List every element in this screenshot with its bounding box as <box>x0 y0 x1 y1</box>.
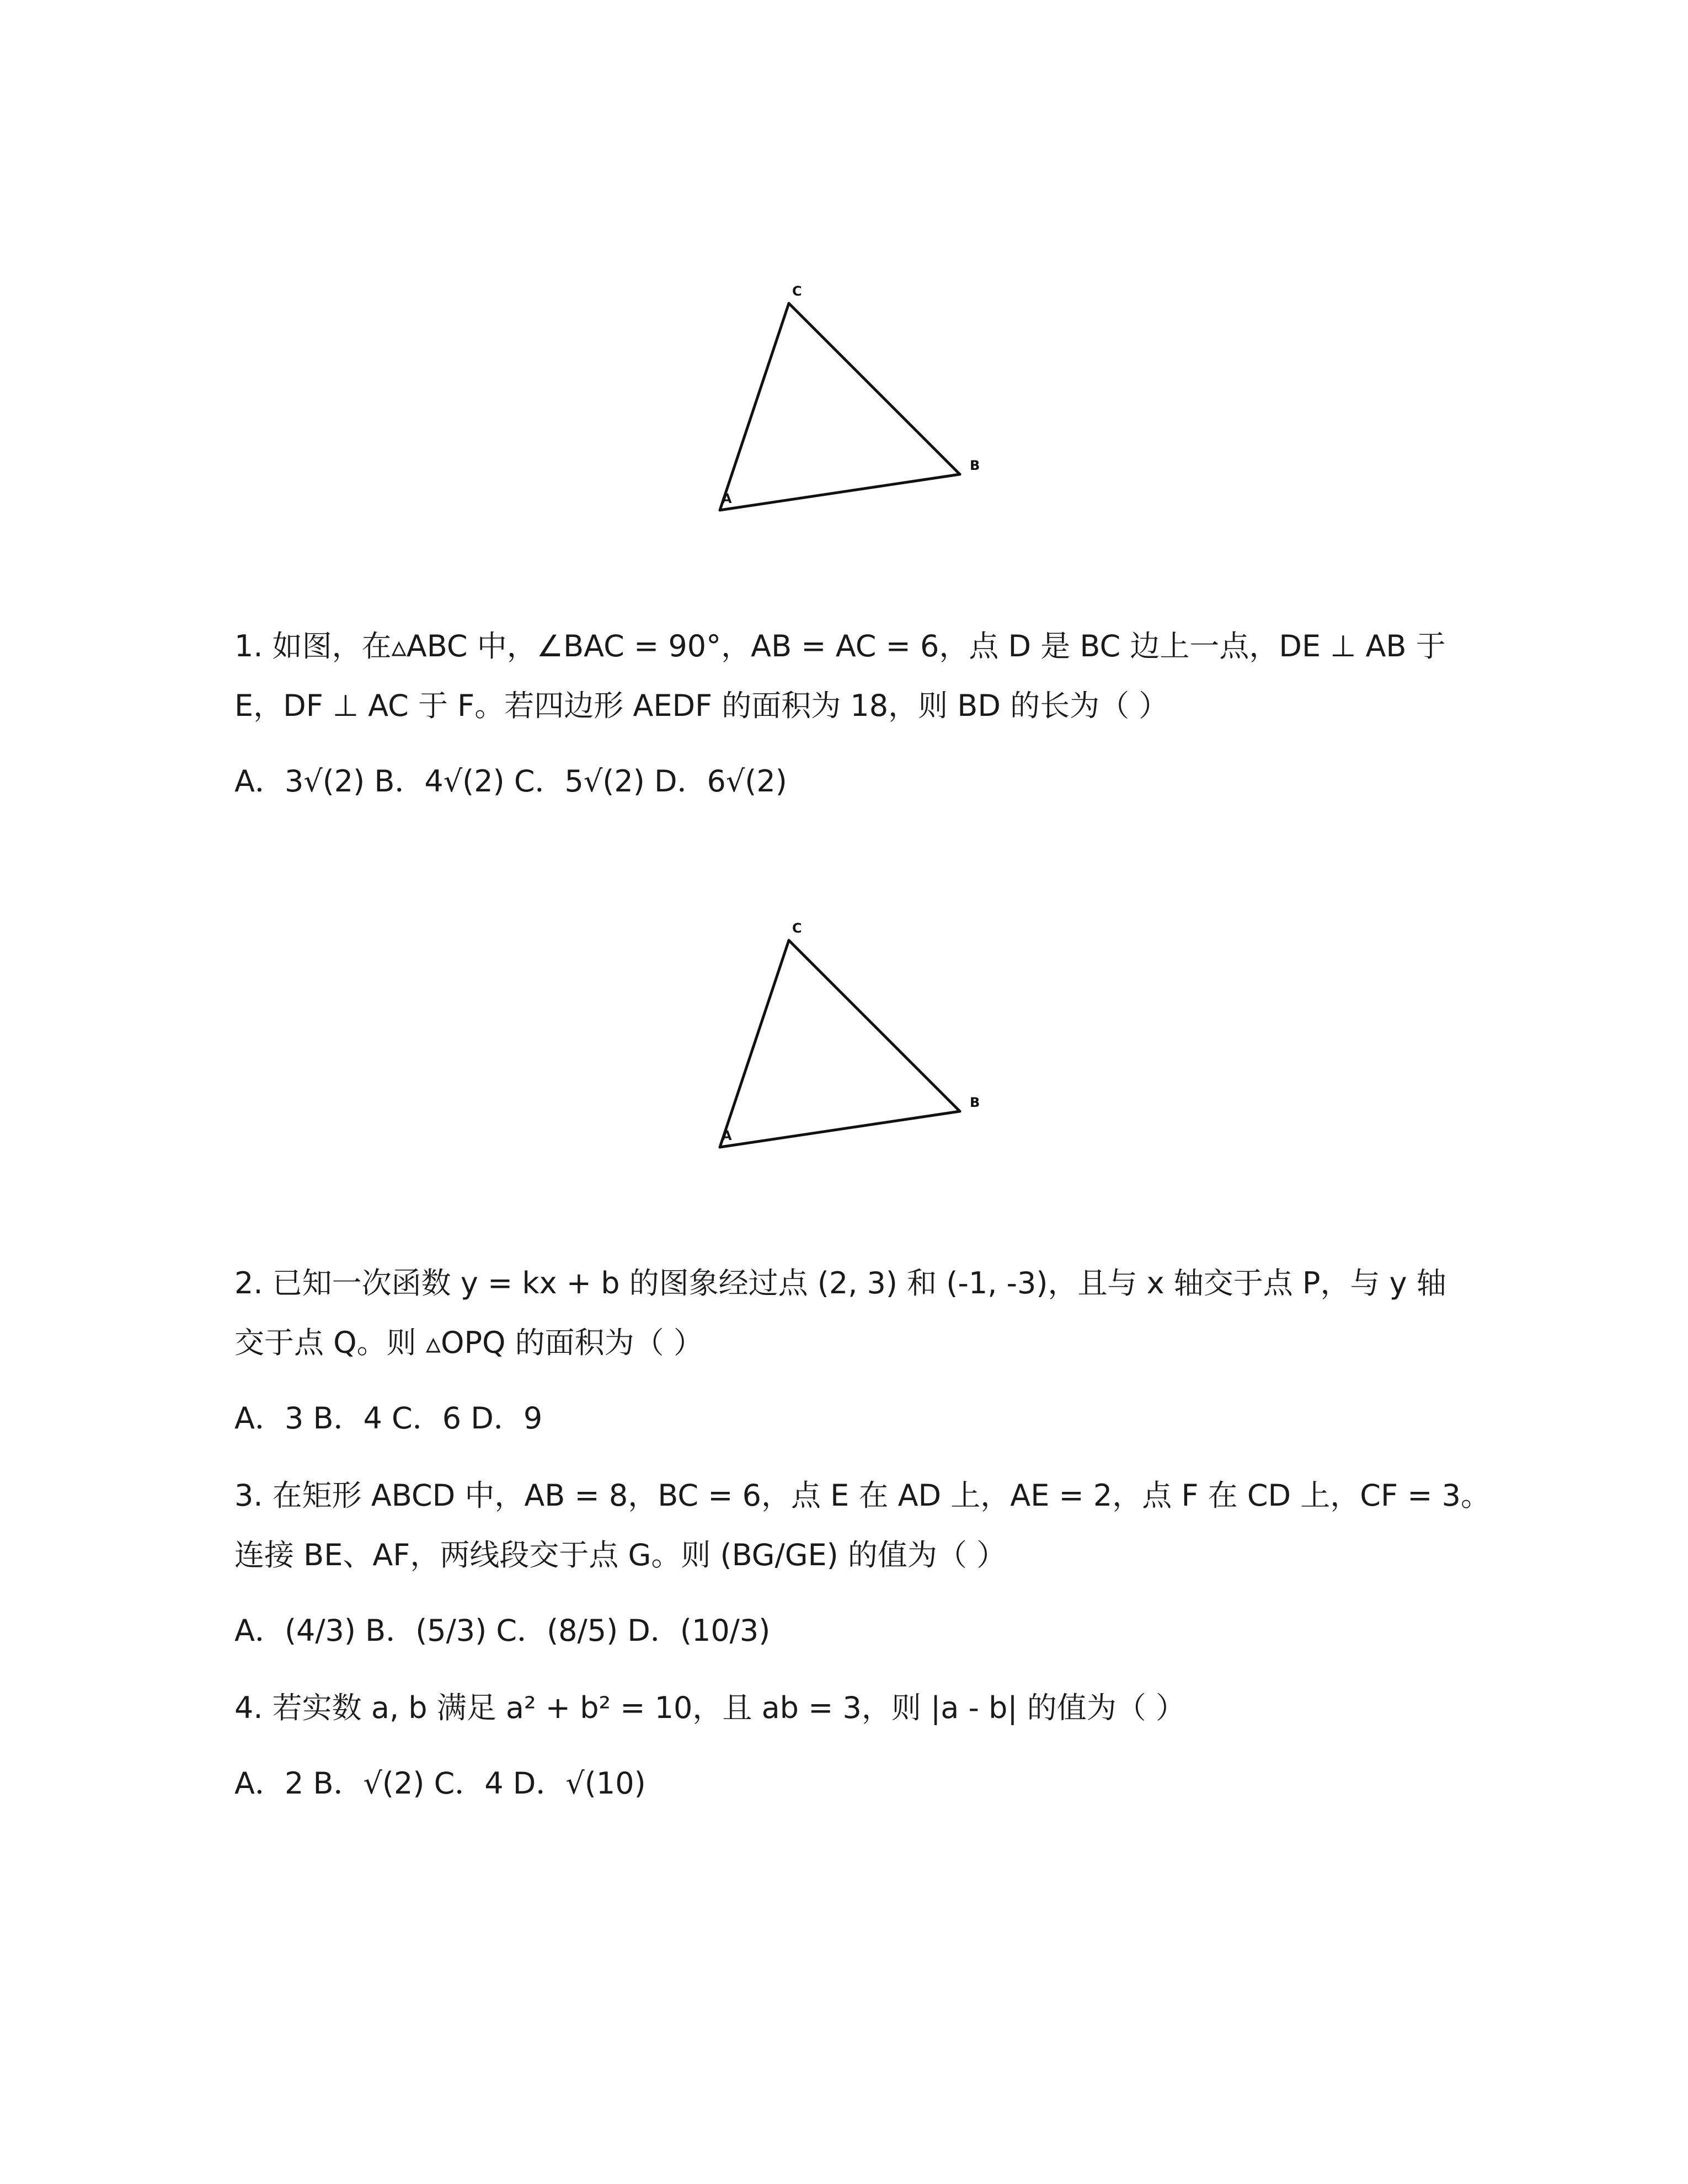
triangle-side-ac <box>720 303 789 510</box>
triangle-side-cb <box>789 940 960 1111</box>
vertex-label-a: A <box>722 491 732 506</box>
triangle-figure-2 <box>712 913 998 1155</box>
question-2-text-line-2: 交于点 Q。则 ▵OPQ 的面积为（ ） <box>234 1325 703 1360</box>
vertex-label-b: B <box>970 1095 980 1110</box>
vertex-label-a: A <box>722 1128 732 1143</box>
question-3-text-line-2: 连接 BE、AF，两线段交于点 G。则 (BG/GE) 的值为（ ） <box>234 1538 1007 1572</box>
question-1-text-line-1: 1. 如图，在▵ABC 中，∠BAC = 90°，AB = AC = 6，点 D 是 BC 边上一点，DE ⊥ AB 于 <box>234 629 1446 663</box>
question-1-text-line-2: E，DF ⊥ AC 于 F。若四边形 AEDF 的面积为 18，则 BD 的长为（ ） <box>234 688 1169 723</box>
triangle-side-ba <box>720 474 960 510</box>
question-2-options: A．3 B．4 C．6 D．9 <box>234 1401 543 1436</box>
question-3-options: A．(4/3) B．(5/3) C．(8/5) D．(10/3) <box>234 1613 771 1648</box>
question-4-text-line-1: 4. 若实数 a, b 满足 a² + b² = 10，且 ab = 3，则 |a - b| 的值为（ ） <box>234 1690 1185 1725</box>
vertex-label-c: C <box>792 283 802 299</box>
triangle-side-cb <box>789 303 960 474</box>
triangle-side-ac <box>720 940 789 1147</box>
triangle-diagram <box>712 276 998 518</box>
question-3-text-line-1: 3. 在矩形 ABCD 中，AB = 8，BC = 6，点 E 在 AD 上，AE = 2，点 F 在 CD 上，CF = 3。 <box>234 1478 1491 1513</box>
vertex-label-b: B <box>970 458 980 473</box>
question-4-options: A．2 B．√(2) C．4 D．√(10) <box>234 1766 646 1801</box>
vertex-label-c: C <box>792 920 802 936</box>
triangle-diagram <box>712 913 998 1155</box>
question-1-options: A．3√(2) B．4√(2) C．5√(2) D．6√(2) <box>234 764 787 799</box>
triangle-side-ba <box>720 1111 960 1147</box>
question-2-text-line-1: 2. 已知一次函数 y = kx + b 的图象经过点 (2, 3) 和 (-1, -3)，且与 x 轴交于点 P，与 y 轴 <box>234 1266 1446 1300</box>
triangle-figure-1 <box>712 276 998 518</box>
